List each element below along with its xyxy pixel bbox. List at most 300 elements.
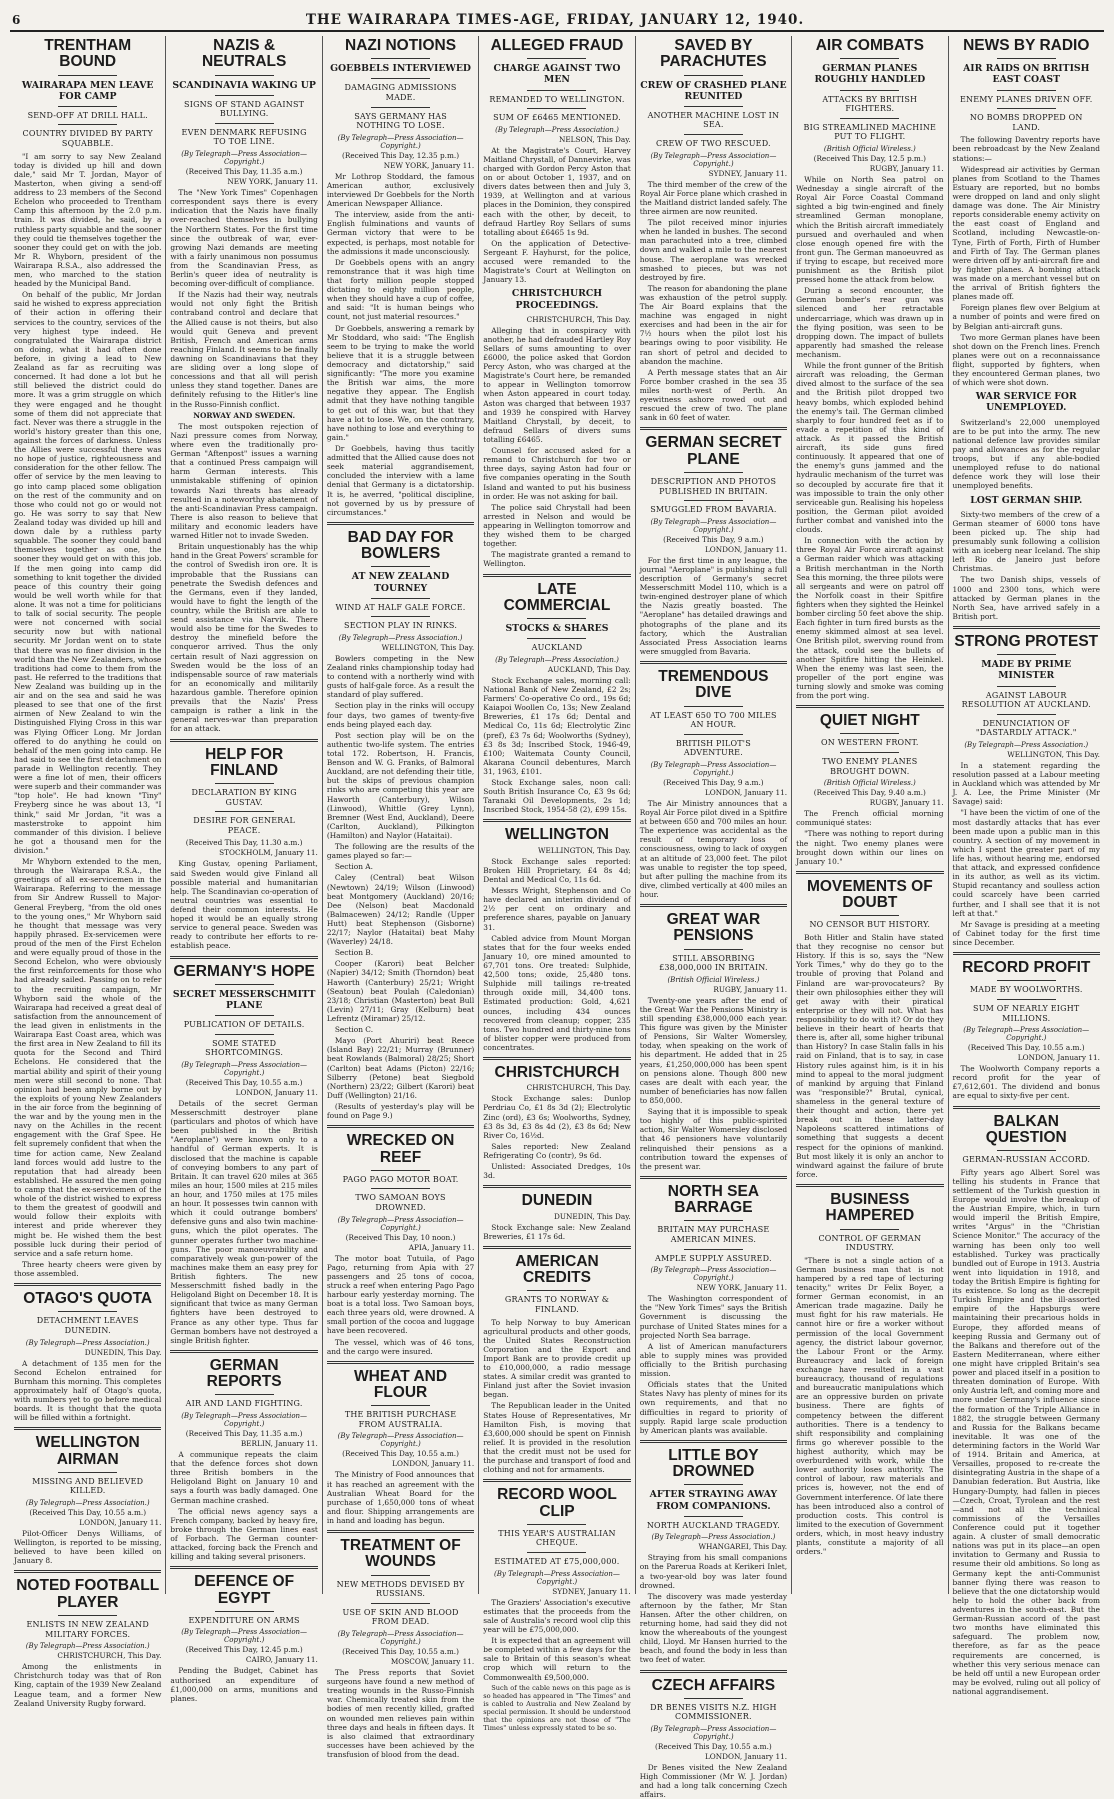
article-paragraph: While on North Sea patrol on Wednesday a single aircraft of the Royal Air Force Coastal Command sighted a big twin-engined and finely streamlined German monoplane, which the British aircraft immediately pursued and overhauled and when close enough opened fire with the front gun. The German manoeuvred as if trying to escape, but received more punishment as the British pilot pressed home the attack from below. — [796, 174, 944, 285]
article — [640, 1176, 787, 1435]
short-rule — [527, 638, 586, 639]
article-paragraph: The reason for abandoning the plane was exhaustion of the petrol supply. The Air Board explains that the machine was engaged in night exercises and had been in the air for 7½ hours when the pilot lost his bearings owing to poor visibility. He ran short of petrol and decided to abandon the machine. — [639, 283, 788, 366]
article-dateline: NEW YORK, January 11. — [383, 160, 475, 170]
article-deck: NEW METHODS DEVISED BY RUSSIANS. — [336, 1579, 465, 1599]
article-deck: AGAINST LABOUR RESOLUTION AT AUCKLAND. — [961, 690, 1091, 710]
article-paragraph: The magistrate granted a remand to Wellington. — [483, 550, 631, 569]
article-deck: THIS YEAR'S AUSTRALIAN CHEQUE. — [498, 1528, 616, 1548]
article-paragraph: Messrs Wright, Stephenson and Co have declared an interim dividend of 2½ per cent on ordinary and preference shares, payable on January 31. — [483, 886, 631, 932]
column-6 — [792, 36, 948, 1594]
article — [327, 522, 474, 1120]
column-4 — [479, 36, 635, 1733]
double-rule — [640, 1440, 787, 1443]
article-deck: DETACHMENT LEAVES DUNEDIN. — [36, 1316, 139, 1335]
article-deck: SEND-OFF AT DRILL HALL. — [27, 110, 148, 120]
article-paragraph: The discovery was made yesterday afternoon by the father, Mr Stan Hansen. After the other children, on returning home, had said they did not know the whereabouts of the youngest child, Lloyd. Mr Hansen hurried to the beach, and found the body in less than two feet of water. — [639, 1591, 788, 1665]
article — [483, 1479, 630, 1681]
article-received: (Received This Day, 11.35 a.m.) — [185, 167, 303, 177]
double-rule — [483, 1057, 630, 1060]
short-rule — [215, 1015, 274, 1016]
article-paragraph: Section B. — [334, 948, 374, 958]
short-rule — [684, 75, 743, 76]
article-paragraph: While the front gunner of the British aircraft was reloading, the German dived almost to the surface of the sea and the British pilot dropped two heavy bombs, which exploded behind the enemy's tail. The German climbed sharply to four hundred feet as if to evade a repetition of this kind of attack. As it passed the British aircraft, its side guns fired continuously. It appeared that one of the enemy's guns jammed and the hydraulic mechanism of the turret was so decoupled by accurate fire that it was impossible to train the only other serviceable gun. Realising his hopeless position, the German pilot avoided further combat and vanished into the clouds. — [796, 361, 944, 535]
article-paragraph: "I have been the victim of one of the most dastardly attacks that has ever been made upon a public man in this country. A section of my movement in which I spent the greater part of my life has, without hearing me, endorsed that attack, and expressed confidence in its author, as well as its victim. Stupid recantancy and soulless action could scarcely have been carried further, and I shall see that it is not left at that." — [952, 808, 1100, 918]
article-paragraph: Section A. — [334, 862, 373, 872]
article-deck: MISSING AND BELIEVED KILLED. — [32, 1476, 144, 1496]
article-paragraph: Fifty years ago Albert Sorel was telling his students in France that settlement of the Turkish question in Europe would involve the breakup of the Austrian Empire, which, in turn would imperil the British Empire, writes "Argus" in the "Christian Science Monitor." The accuracy of the warning has been only too well established. Turkey was practically bundled out of Europe in 1913. Austria went into liquidation in 1918, and today the British Empire is fighting for its existence. So long as the decrepit Turkish Empire and the ill-assorted empire of the Hapsburgs were maintaining their precarious holds in Europe, they afforded means of keeping Russia and Germany out of the Balkans and therefore out of the Eastern Mediterranean, where either one might have crippled Britain's sea power and placed itself in a position to threaten domination of Europe. With only Austria left, and coming more and more under Germany's influence since the formation of the Triple Alliance in 1882, the struggle between Germany and Russia for the Balkans became inevitable. It was one of the determining factors in the World War of 1914. Britain and America, at Versailles, proposed to re-create the disintegrating Austria in the shape of a Danubian federation. But Austria, like Hungary-Dumpty, had fallen in pieces—Czech, Croat, Tyrolean and the rest—and not all the technical commissions of the Versailles Conference could put it together again. A cluster of small democratic nations was put in its place—an open invitation to Germany and Russia to resume their old ambitions. So long as Germany kept the anti-Communist banner flying there was reason to believe that the one dictatorship would help to hold the other back from adventures in the south-east. But the German-Russian accord of the past two months have eliminated this safeguard. The problem now, therefore, as far as the peace requirements are concerned, is whether this very serious menace can be held off until a new European order may be evolved, ruling out all policy of national aggrandisement. — [952, 1167, 1100, 1696]
article-paragraph: In connection with the action by three Royal Air Force aircraft against a German raider which was attacking a British merchantman in the North Sea this morning, the three pilots were all sergeants and were on patrol off the Norfolk coast in their Spitfire fighters when they sighted the Heinkel bomber circling 50 feet above the ship. Each fighter in turn fired bursts as the enemy skimmed almost at sea level. One British pilot, swerving round from the attack, could see the bullets of another Spitfire hitting the Heinkel. When the enemy was last seen, the propeller of the port engine was turning slowly and smoke was coming from the port wing. — [796, 536, 944, 701]
article-paragraph: Both Hitler and Stalin have stated that they recognise no censor but History. If this is so, says the "New York Times," why do they go to the trouble of proving that Poland and Finland are war-provocateurs? By their own philosophies either they will get away with their piratical enterprise or they will not. What has responsibility to do with it? Or do they believe in their heart of hearts that there is, after all, some higher tribunal than History? In case Stalin falls in his raid on Finland, that is to say, in case History rules against him, is it in his mind to appeal to the moral judgment of mankind by arguing that Finland was "responsible?" Brutal, cynical, shameless in the general texture of their thought and action, there yet break out in these latter-day Napoleons scattered intimations of something that suggests a decent respect for the opinions of mankind. But most likely it is only an anchor to windward against the failure of brute force. — [796, 933, 944, 1179]
article-headline: GERMANY'S HOPE — [173, 962, 315, 980]
article-headline: WHEAT AND FLOUR — [354, 1367, 448, 1402]
article-paragraph: A detachment of 135 men for the Second Echelon entrained for Burnham this morning. This completes approximately half of Otago's quota, with numbers yet to go before medical boards. It is thought that the quota will be filled within a fortnight. — [14, 1358, 162, 1423]
short-rule — [215, 1034, 274, 1035]
article — [796, 871, 943, 1179]
article-deck: PAGO PAGO MOTOR BOAT. — [342, 1174, 459, 1184]
short-rule — [527, 90, 586, 91]
article — [327, 1361, 474, 1525]
article-paragraph: A list of American manufacturers able to supply mines was provided officially to the British purchasing mission. — [639, 1341, 788, 1379]
article — [953, 952, 1100, 1100]
masthead-title: THE WAIRARAPA TIMES-AGE, FRIDAY, JANUARY 12, 1940. — [305, 12, 805, 28]
article-deck: BRITISH PILOT'S ADVENTURE. — [675, 738, 751, 758]
short-rule — [684, 500, 743, 501]
article-headline: DUNEDIN — [521, 1192, 593, 1210]
article-byline: (By Telegraph—Press Association.) — [25, 1499, 150, 1508]
article — [640, 904, 787, 1171]
short-rule — [215, 1394, 274, 1395]
article-headline: BAD DAY FOR BOWLERS — [347, 528, 454, 563]
short-rule — [684, 734, 743, 735]
article-paragraph: Three hearty cheers were given by those assembled. — [14, 1259, 162, 1278]
article-deck: NO BOMBS DROPPED ON LAND. — [969, 113, 1083, 132]
article-paragraph: Stock Exchange sales reported: Broken Hill Proprietary, £4 8s 4d; Dental and Medical Co, 11s 6d. — [483, 856, 631, 884]
article-deck: SMUGGLED FROM BAVARIA. — [650, 505, 777, 515]
double-rule — [14, 1283, 161, 1286]
article — [483, 574, 630, 815]
article-paragraph: Caley (Central) beat Wilson (Newtown) 24/19; Wilson (Linwood) beat Montgomery (Auckland) 20/16; Dee (Nelson) beat Macdonald (Balmacewen) 24/12; Randle (Upper Hutt) beat Stephenson (Gisborne) 22/17; Naylor (Hataitai) beat Mahy (Waverley) 24/18. — [326, 873, 475, 947]
short-rule — [371, 1170, 430, 1171]
article-headline: MOVEMENTS OF DOUBT — [806, 877, 933, 912]
article-received: (Received This Day, 9 a.m.) — [663, 777, 764, 787]
double-rule — [170, 956, 317, 959]
article-byline: (By Telegraph—Press Association.) — [25, 1642, 150, 1651]
article-received: (Received This Day, 10.55 a.m.) — [342, 1647, 459, 1657]
article-headline: OTAGO'S QUOTA — [23, 1290, 153, 1308]
article-subheading: GOEBBELS INTERVIEWED — [330, 63, 471, 75]
article-dateline: WHANGAREI, This Day. — [698, 1542, 788, 1552]
article-paragraph: If the Nazis had their way, neutrals would not only fight the British contraband control and declare that the Allied cause is not theirs, but also would quit Geneva and prevent British, French and American arms reaching Finland. It seems to be finally dawning on Scandinavians that they are sliding over a long slope of concessions and that all will perish unless they stand together. Danes are definitely refusing to the Hitler's line in the Russo-Finnish conflict. — [170, 290, 318, 409]
short-rule — [371, 1603, 430, 1604]
article-deck: CREW OF TWO RESCUED. — [656, 139, 771, 149]
article-dateline: WELLINGTON, This Day. — [1007, 749, 1100, 759]
article-headline: SAVED BY PARACHUTES — [660, 37, 767, 71]
article-paragraph: Unlisted: Associated Dredges, 10s 3d. — [483, 1162, 631, 1181]
article-headline: HELP FOR FINLAND — [205, 745, 284, 779]
article-paragraph: The Washington correspondent of the "New York Times" says the British Government is discussing the purchase of United States mines for a projected North Sea barrage. — [639, 1294, 788, 1340]
article-paragraph: Dr Goebbels, answering a remark by Mr Stoddard, who said: "The English seem to be trying to make the world believe that it is a struggle between democracy and dictatorship," said significantly: "The more you examine the British war aims, the more negative they appear. The English admit that they have nothing tangible to get out of this war, but that they have a lot to lose. We, on the contrary, have nothing to lose and everything to gain." — [326, 323, 475, 442]
short-rule — [840, 90, 899, 91]
article-subheading: AIR RAIDS ON BRITISH EAST COAST — [963, 63, 1090, 86]
article-byline: (By Telegraph—Press Association—Copyright.) — [337, 1432, 464, 1449]
article-paragraph: The two Danish ships, vessels of 1000 and 2300 tons, which were attacked by German planes in the North Sea, have arrived safely in a British port. — [952, 575, 1100, 621]
short-rule — [215, 811, 274, 812]
short-rule — [840, 752, 899, 753]
article-headline: QUIET NIGHT — [819, 712, 920, 730]
article-paragraph: At the Magistrate's Court, Harvey Maitland Chrystall, of Dannevirke, was charged with Gordon Percy Aston that on or about October 1, 1937, and on divers dates between then and July 3, 1939, at Wellington and at various places in the Dominion, they conspired each with the other, by deceit, to defraud Hartley Roy Sellars of sums totalling about £6465 1s 9d. — [483, 145, 631, 237]
article-paragraph: Twenty-one years after the end of the Great War the Pensions Ministry is still spending £38,000,000 each year. This figure was given by the Minister of Pensions, Sir Walter Womersley, today, when speaking on the work of his department. He added that in 25 years, £1,250,000,000 has been spent on pensions alone. Though 800 new cases are dealt with each year, the number of beneficiaries has now fallen to 850,000. — [639, 995, 788, 1106]
article-byline: (British Official Wireless.) — [823, 779, 916, 788]
article — [483, 819, 630, 1052]
article — [483, 1684, 630, 1733]
article-deck: SOME STATED SHORTCOMINGS. — [205, 1038, 284, 1058]
article-byline: (By Telegraph—Press Association—Copyright.) — [650, 517, 777, 534]
article — [640, 661, 787, 899]
article-received: (Received This Day, 10 noon.) — [345, 1232, 456, 1242]
article-subheading: CREW OF CRASHED PLANE REUNITED — [640, 79, 787, 102]
short-rule — [997, 1150, 1056, 1151]
short-rule — [371, 1575, 430, 1576]
article — [14, 1283, 161, 1422]
short-rule — [58, 1615, 117, 1616]
article-byline: (By Telegraph—Press Association—Copyright.) — [650, 151, 777, 168]
short-rule — [371, 1405, 430, 1406]
article-deck: SAYS GERMANY HAS NOTHING TO LOSE. — [354, 111, 447, 131]
double-rule — [640, 904, 787, 907]
article — [953, 1106, 1100, 1696]
article-headline: CZECH AFFAIRS — [651, 1676, 776, 1694]
article-paragraph: The following Daventry reports have been rebroadcast by the New Zealand stations:— — [952, 135, 1100, 163]
article-paragraph: Bowlers competing in the New Zealand rinks championship today had to contend with a northerly wind with gusts of half-gale force. As a result the standard of play suffered. — [326, 653, 475, 700]
article-paragraph: Two more German planes have been shot down on the French lines. French planes were out on a reconnaissance flight, supported by fighters, when they encountered German planes, two of which were shot down. — [952, 332, 1100, 388]
article-deck: TWO SAMOAN BOYS DROWNED. — [355, 1193, 446, 1212]
short-rule — [527, 1552, 586, 1553]
article-dateline: LONDON, January 11. — [1017, 1053, 1100, 1063]
article — [640, 1440, 787, 1665]
article-deck: SUM OF £6465 MENTIONED. — [493, 113, 621, 123]
page-number: 6 — [12, 13, 21, 27]
article-paragraph: Section play in the rinks will occupy four days, two games of twenty-five ends being played each day. — [326, 701, 475, 729]
short-rule — [997, 686, 1056, 687]
article-dateline: STOCKHOLM, January 11. — [219, 848, 318, 858]
article-byline: (By Telegraph—Press Association.) — [25, 1338, 150, 1347]
article-deck: ENLISTS IN NEW ZEALAND MILITARY FORCES. — [26, 1619, 149, 1639]
short-rule — [997, 999, 1056, 1000]
article-byline: (By Telegraph—Press Association—Copyright.) — [337, 1215, 464, 1232]
column-7 — [949, 36, 1104, 1696]
article-headline: NEWS BY RADIO — [963, 37, 1090, 54]
article — [953, 626, 1100, 947]
article-dateline: SYDNEY, January 11. — [708, 168, 788, 178]
article-deck: EXPENDITURE ON ARMS — [188, 1615, 300, 1625]
article-deck: COUNTRY DIVIDED BY PARTY SQUABBLE. — [22, 129, 153, 149]
double-rule — [327, 1361, 474, 1364]
article-byline: (By Telegraph—Press Association—Copyright.) — [337, 133, 464, 150]
article-paragraph: Such of the cable news on this page as is so headed has appeared in "The Times" and is cabled to Australia and New Zealand by special permission. It should be understood that the opinions are not those of "The Times" unless expressly stated to be so. — [483, 1683, 631, 1733]
article-deck: AUCKLAND — [531, 643, 583, 653]
article-paragraph: Sixty-two members of the crew of a German steamer of 6000 tons have been picked up. The ship had presumably sunk following a collision with an iceberg near Iceland. The ship left Rio de Janeiro just before Christmas. — [952, 509, 1100, 574]
article — [14, 1570, 161, 1707]
article-received: (Received This Day, 9 a.m.) — [663, 534, 764, 544]
article-byline: (By Telegraph—Press Association—Copyright.) — [181, 1628, 308, 1645]
article-paragraph: For the first time in any league, the journal "Aeroplane" is publishing a full description of Germany's secret Messerschmitt Model 110, which is a twin-engined destroyer plane of which the Nazis greatly boasted. The "Aeroplane" has detailed drawings and photographs of the plane and its factory, which the Australian Associated Press Association learns were smuggled from Bavaria. — [639, 555, 788, 656]
article-deck: BRITAIN MAY PURCHASE AMERICAN MINES. — [657, 1225, 770, 1245]
article-subheading: CHARGE AGAINST TWO MEN — [493, 63, 621, 86]
article-paragraph: Saying that it is impossible to speak too highly of this public-spirited action, Sir Walter Womersley disclosed that 46 pensioners have voluntarily relinquished their pensions as a contribution toward the expenses of the present war. — [639, 1107, 788, 1171]
article-headline: BUSINESS HAMPERED — [825, 1190, 915, 1225]
article-paragraph: Straying from his small companions on the Parerua Roads at Kerikeri Inlet, a two-year-old boy was later found drowned. — [639, 1553, 788, 1590]
article-byline: (By Telegraph—Press Association—Copyright.) — [650, 760, 777, 777]
article-byline: (By Telegraph—Press Association.) — [338, 633, 463, 642]
article-paragraph: The French official morning communiqué states: — [796, 809, 944, 828]
article — [14, 1427, 161, 1565]
article-headline: GREAT WAR PENSIONS — [666, 911, 761, 945]
short-rule — [215, 783, 274, 784]
short-rule — [58, 124, 117, 125]
article-deck: DENUNCIATION OF "DASTARDLY ATTACK." — [975, 718, 1077, 738]
article-subheading: WAR SERVICE FOR UNEMPLOYED. — [975, 391, 1077, 414]
article-paragraph: It is expected that an agreement will be completed within a few days for the sale to Britain of this season's wheat crop which will return to the Commonwealth £9,500,000. — [483, 1636, 631, 1682]
article-byline: (By Telegraph—Press Association—Copyright.) — [494, 1569, 620, 1586]
short-rule — [684, 1698, 743, 1699]
article-dateline: CHRISTCHURCH, This Day. — [526, 1083, 631, 1093]
article-dateline: NEW YORK, January 11. — [227, 177, 318, 187]
article-received: (Received This Day, 12.45 p.m.) — [185, 1645, 303, 1655]
article-headline: LATE COMMERCIAL — [503, 580, 611, 614]
article-deck: BIG STREAMLINED MACHINE PUT TO FLIGHT. — [803, 122, 937, 142]
article-received: (Received This Day, 11.35 a.m.) — [185, 1428, 303, 1438]
article-subheading: CHRISTCHURCH PROCEEDINGS. — [511, 288, 603, 311]
article-received: (Received This Day, 9.40 a.m.) — [813, 788, 926, 798]
article-headline: RECORD WOOL CLIP — [497, 1486, 617, 1520]
article — [327, 1530, 474, 1759]
article-received: (Received This Day, 10.55 a.m.) — [342, 1449, 459, 1459]
article-dateline: WELLINGTON, This Day. — [538, 845, 631, 855]
article — [483, 1185, 630, 1240]
article-headline: WELLINGTON AIRMAN — [35, 1434, 140, 1468]
double-rule — [640, 1176, 787, 1179]
column-1 — [10, 36, 166, 1708]
double-rule — [14, 1427, 161, 1430]
article-paragraph: Switzerland's 22,000 unemployed are to be put into the army. The new national defence law provides similar pay and allowances as for the regular troops, but if any able-bodied unemployed refuse to do national defence work they will lose their unemployed benefits. — [952, 417, 1100, 491]
article-paragraph: On behalf of the public, Mr Jordan said he wished to express appreciation of their action in offering their services to the country, services of the very highest type indeed. He congratulated the Wairarapa district on doing, what it had often done before, in giving a lead to New Zealand as far as recruiting was concerned. It had done a lot but he still believed the district could do more. It was a grim struggle on which they were engaged and he thought some of them did not appreciate that fact. Never was there a struggle in the world's history greater than this one, against the forces of darkness. Unless the Allies were successful there was no hope of justice, righteousness and consideration for the other fellow. The offer of service by the men leaving to go into camp placed some obligation on the rest of the community and on those who could not go or would not go. He was sorry to say that New Zealand today was divided up hill and down dale by a ruthless party squabble. The sooner they could band themselves together as one, the sooner they would get on with this job. If the men going into camp did something to knit together the divided peace of this country their going would be well worth while for that alone. It was not a time for politicians to talk of social security. The people were not concerned with social security now but with national security. Mr Jordan went on to state that there was no finer division in the world than the New Zealanders, whose traditions had come to them from the past. He referred to the traditions that New Zealand was building up in the air and on the sea and said he was pleased to see that one of the first airmen of New Zealand to win the Distinguished Flying Cross in this war was Flying Officer Long. Mr Jordan offered to do anything he could on behalf of the men going into camp. He had said to see the first detachment on parade in Wellington recently. They were a fine lot of men, their officers were superb and their commander was "top hole". He had known "Tiny" Freyberg since he was about 13, "I think," said Mr Jordan, "it was a masterstroke to appoint him commander of this division. I believe he got a thousand men for the division." — [14, 290, 162, 855]
article — [640, 1670, 787, 1799]
article-headline: AIR COMBATS — [815, 37, 924, 54]
article-paragraph: King Gustav, opening Parliament, said Sweden would give Finland all possible material and humanitarian help. The Scandinavian co-operation of neutral countries was essential to defend their common interests. He hoped it would be an equally strong service to general peace. Sweden was ready to contribute her efforts to re-establish peace. — [170, 859, 318, 951]
article — [170, 1350, 317, 1561]
article-byline: (By Telegraph—Press Association—Copyright.) — [650, 1266, 777, 1283]
masthead — [10, 10, 1104, 32]
short-rule — [527, 108, 586, 109]
article-byline: (By Telegraph—Press Association—Copyright.) — [181, 1411, 308, 1428]
article-paragraph: Counsel for accused asked for a remand to Christchurch for two or three days, saying Aston had four or five companies operating in the South Island and wanted to put his business in order. He was not asking for bail. — [483, 446, 631, 501]
article-paragraph: The motor boat Tutuila, of Pago Pago, returning from Apia with 27 passengers and 25 tons of cocoa, struck a reef when entering Pago Pago harbour early yesterday morning. The boat is a total loss. Two Samoan boys, each three years old, were drowned. A small portion of the cocoa and luggage have been recovered. — [326, 1253, 475, 1336]
short-rule — [684, 106, 743, 107]
article-deck: AMPLE SUPPLY ASSURED. — [655, 1253, 772, 1263]
short-rule — [684, 1484, 743, 1485]
article-headline: ALLEGED FRAUD — [490, 37, 624, 54]
short-rule — [371, 107, 430, 108]
article-paragraph: During a second encounter, the German bomber's rear gun was silenced and her retractable undercarriage, which was drawn up in the flying position, was seen to be dropping down. The impact of bullets apparently had smashed the release mechanism. — [796, 286, 944, 360]
article-deck: SUM OF NEARLY EIGHT MILLIONS. — [973, 1003, 1080, 1023]
article-deck: ON WESTERN FRONT. — [821, 738, 919, 748]
short-rule — [371, 598, 430, 599]
article-deck: NORTH AUCKLAND TRAGEDY. — [646, 1520, 780, 1530]
article-headline: RECORD PROFIT — [962, 959, 1091, 977]
article-paragraph: Dr Benes visited the New Zealand High Commissioner (Mr W. J. Jordan) and had a long talk concerning Czech affairs. — [639, 1763, 788, 1799]
article-deck: DESCRIPTION AND PHOTOS PUBLISHED IN BRITAIN. — [650, 477, 777, 496]
article-headline: NOTED FOOTBALL PLAYER — [16, 1577, 160, 1611]
article-deck: SIGNS OF STAND AGAINST BULLYING. — [184, 99, 305, 119]
article-paragraph: Stock Exchange sales: Dunlop Perdriau Co, £1 8s 3d (2); Electrolytic Zinc (ord), £3 6s; Woolworths, Sydney, £3 8s 3d, £3 8s 4d (2), £3 8s 6d; New River Co, 16½d. — [483, 1094, 631, 1140]
article-headline: TREMENDOUS DIVE — [658, 667, 769, 702]
short-rule — [58, 75, 117, 76]
article-paragraph: Section C. — [334, 1025, 374, 1035]
article-paragraph: Stock Exchange sale: New Zealand Breweries, £1 17s 6d. — [483, 1222, 631, 1241]
article-paragraph: Widespread air activities by German planes from Scotland to the Thames Estuary are reported, but no bombs were dropped on land and only slight damage was done. The Air Ministry reports considerable enemy activity on the east coast of England and Scotland, including Newcastle-on-Tyne, Firth of Forth, Firth of Humber and Firth of Tay. The German planes were driven off by anti-aircraft fire and by fighter planes. A bombing attack was made on a merchant vessel but on the arrival of British fighters the planes made off. — [952, 164, 1100, 302]
article-paragraph: Cabled advice from Mount Morgan states that for the four weeks ended January 10, ore mined amounted to 67,701 tons. Ore treated: Sulphide, 42,500 tons; oxide, 25,480 tons. Sulphide mill tailings re-treated through oxide mill, 34,400 tons. Estimated production: Gold, 4,621 ounces, including 434 ounces recovered from cleanup; copper, 235 tons. Two hundred and thirty-nine tons of blister copper were produced from concentrates. — [483, 933, 631, 1052]
article-headline: BALKAN QUESTION — [985, 1112, 1067, 1146]
double-rule — [170, 1350, 317, 1353]
article-paragraph: "There is not a single action of a German business man that is not hampered by a red tape of lecturing tenacity," writes Dr Felix Boyer, a former German economist, in an American trade magazine. Daily he must fight for his raw materials. He cannot hire or fire a worker without permission of the local Government agency, the district labour governor, the Labour Front or the Army. Bureaucracy and lack of foreign exchange have resulted in a vast bureaucracy, thousand of regulations and bureaucratic manipulations which are an oppressive burden on private business. There are fights of competency between the different authorities. There is a tendency to shift responsibility and complaining firms go wherever possible to the highest authority, which may be overburdened with work, while the lower authority loses authority. The control of labour, raw materials and prices is, however, not the end of Government interference. Of late there has been introduced also a control of production costs. This control is limited to the execution of Government orders, which, in most heavy industry plants, constitute a majority of all orders." — [796, 1255, 944, 1557]
double-rule — [327, 522, 474, 525]
short-rule — [997, 980, 1056, 981]
article-headline: DEFENCE OF EGYPT — [194, 1573, 295, 1607]
article-paragraph: Mayo (Port Ahuriri) beat Reece (Island Bay) 22/21; Murray (Brunner) beat Rowlands (Balmoral) 28/25; Short (Carlton) beat Adams (Picton) 22/16; Silberry (Petone) beat Siegbold (Northern) 23/22; Gilbert (Karori) beat Duff (Wellington) 21/16. — [326, 1036, 475, 1100]
double-rule — [170, 739, 317, 742]
article — [483, 38, 630, 284]
short-rule — [215, 95, 274, 96]
article-received: (Received This Day, 11.30 a.m.) — [185, 838, 303, 848]
article — [327, 1125, 474, 1356]
article-deck: AT LEAST 650 TO 700 MILES AN HOUR. — [650, 710, 777, 730]
article-dateline: LONDON, January 11. — [392, 1459, 475, 1469]
article-paragraph: Foreign planes flew over Belgium at a number of points and were fired on by Belgian anti-aircraft guns. — [952, 303, 1100, 331]
article-paragraph: The Graziers' Association's executive estimates that the proceeds from the sale of Australia's record wool clip this year will be £75,000,000. — [483, 1597, 631, 1634]
article-paragraph: The police said Chrystall had been arrested in Nelson and would be appearing in Wellington tomorrow and they wished them to be charged together. — [483, 502, 631, 549]
article-paragraph: To help Norway to buy American agricultural products and other goods, the United States Reconstruction Corporation and the Export and Import Bank are to provide credit up to £10,000,000, a radio message states. A similar credit was granted to Finland just after the Soviet invasion began. — [483, 1317, 631, 1400]
short-rule — [527, 1524, 586, 1525]
article-paragraph: The pilot received minor injuries when he landed in bushes. The second man parachuted into a tree, climbed down and walked a mile to the nearest house. The aeroplane was wrecked smashed to pieces, but was not destroyed by fire. — [639, 218, 788, 282]
double-rule — [953, 626, 1100, 629]
article-headline: WELLINGTON — [505, 826, 609, 844]
article-byline: (By Telegraph—Press Association—Copyright.) — [650, 1725, 777, 1742]
article-byline: (British Official Wireless.) — [667, 975, 760, 984]
short-rule — [840, 733, 899, 734]
short-rule — [997, 654, 1056, 655]
double-rule — [483, 1185, 630, 1188]
article-paragraph: Cooper (Karori) beat Belcher (Napier) 34/12; Smith (Thorndon) beat Haworth (Canterbury) 25/21; Wright (Seatoun) beat Poulah (Caledonian) 23/18; Christian (Masterton) beat Bull (Levin) 27/11; Gray (Kelburn) beat Lefrentz (Miramar) 25/12. — [326, 959, 475, 1024]
article-deck: PUBLICATION OF DETAILS. — [183, 1020, 305, 1030]
double-rule — [953, 952, 1100, 955]
article-paragraph: Dr Goebbels opens with an angry remonstrance that it was high time that forty million people stopped dictating to eighty million people, when they should have a cup of coffee, and said: "It is human beings who count, not just material resources." — [326, 257, 475, 322]
double-rule — [327, 1530, 474, 1533]
article-deck: NO CENSOR BUT HISTORY. — [809, 920, 931, 930]
article-byline: (By Telegraph—Press Association.) — [964, 740, 1089, 749]
article-paragraph: The most outspoken rejection of Nazi pressure comes from Norway, where even the traditionally pro-German "Aftenpost" issues a warning that a continued Press campaign will harm German interests. This unmistakable stiffening of opinion towards Nazi threats has already resulted in a noteworthy abatement of the anti-Scandinavian Press campaign. There is also reason to believe that military and economic leaders have warned Hitler not to invade Sweden. — [170, 421, 318, 541]
article-deck: EVEN DENMARK REFUSING TO TOE LINE. — [181, 127, 307, 147]
double-rule — [796, 871, 943, 874]
article-dateline: RUGBY, January 11. — [869, 163, 944, 173]
article-subheading: LOST GERMAN SHIP. — [970, 494, 1083, 506]
article-subheading: WAIRARAPA MEN LEAVE FOR CAMP — [21, 79, 154, 102]
double-rule — [483, 1479, 630, 1482]
article-headline: TREATMENT OF WOUNDS — [340, 1537, 461, 1571]
article-dateline: APIA, January 11. — [408, 1242, 475, 1252]
article-dateline: WELLINGTON, This Day. — [381, 642, 475, 652]
article-paragraph: The following are the results of the games played so far:— — [326, 842, 475, 861]
article-paragraph: Alleging that in conspiracy with another, he had defrauded Hartley Roy Sellars of sums amounting to over £6000, the police asked that Gordon Percy Aston, who was charged at the Magistrate's Court here, be remanded to appear in Wellington tomorrow when Aston appeared in court today. Aston was charged that between 1937 and 1939 he conspired with Harvey Maitland Chrystall, by deceit, to defraud Sellars of divers sums totalling £6465. — [483, 325, 631, 445]
article-headline: WRECKED ON REEF — [346, 1132, 455, 1166]
double-rule — [796, 1184, 943, 1187]
double-rule — [640, 661, 787, 664]
short-rule — [997, 58, 1056, 59]
article-paragraph: Stock Exchange sales, noon call: South British Insurance Co, £3 9s 6d; Taranaki Oil Developments, 2s 1d; Inscribed Stock, 1954-58 (2), £99 15s. — [483, 778, 631, 815]
article-paragraph: "I am sorry to say New Zealand today is divided up hill and down dale," said Mr T. Jordan, Mayor of Masterton, when giving a send-off address to 23 members of the Second Echelon who proceeded to Trentham Camp this afternoon by the 2.0 p.m. train. It was divided, he said, by a ruthless party squabble and the sooner they could tie themselves together the sooner they could get on with the job. Mr R. Whyborn, president of the Wairarapa R.S.A., also addressed the men, who marched to the station headed by the Municipal Band. — [14, 151, 162, 289]
double-rule — [483, 819, 630, 822]
article-paragraph: The interview, aside from the anti-English fulminations and vaunts of German victory that were to be expected, is perhaps, most notable for the admissions it made unconsciously. — [326, 210, 475, 256]
article-subheading: SCANDINAVIA WAKING UP — [172, 79, 316, 91]
article-paragraph: "There was nothing to report during the night. Two enemy planes were brought down within our lines on January 10." — [796, 829, 944, 866]
short-rule — [684, 472, 743, 473]
double-rule — [640, 427, 787, 430]
article-dateline: NEW YORK, January 11. — [696, 1283, 788, 1293]
article-paragraph: The Air Ministry announces that a Royal Air Force pilot dived in a Spitfire at between 650 and 700 miles an hour. The experience was accidental as the result of temporary loss of consciousness, owing to lack of oxygen at an altitude of 23,000 feet. The pilot was unable to register the top speed, but after pulling the machine from its dive, climbed vertically at 400 miles an hour. — [639, 798, 788, 899]
article-paragraph: In a statement regarding the resolution passed at a Labour meeting in Auckland which was attended by Mr J. A. Lee, the Prime Minister (Mr Savage) said: — [952, 760, 1100, 807]
double-rule — [640, 1670, 787, 1673]
short-rule — [684, 1220, 743, 1221]
article-dateline: SYDNEY, January 11. — [552, 1586, 631, 1596]
column-3 — [323, 36, 479, 1760]
article-deck: GRANTS TO NORWAY & FINLAND. — [504, 1295, 610, 1314]
short-rule — [371, 58, 430, 59]
article-headline: GERMAN SECRET PLANE — [645, 434, 782, 468]
short-rule — [58, 106, 117, 107]
article-paragraph: The Ministry of Food announces that it has reached an agreement with the Australian Wheat Board for the purchase of 1,650,000 tons of wheat and flour. Shipping arrangements are in hand and loading has begun. — [326, 1470, 475, 1526]
double-rule — [327, 1125, 474, 1128]
short-rule — [215, 1611, 274, 1612]
article-dateline: LONDON, January 11. — [79, 1518, 162, 1528]
article-deck: REMANDED TO WELLINGTON. — [489, 94, 625, 104]
article-deck: ESTIMATED AT £75,000,000. — [494, 1557, 620, 1567]
article-paragraph: Mr Whyborn extended to the men, through the Wairarapa R.S.A., the greetings of all ex-servicemen in the Wairarapa. Referring to the message from Sir Andrew Russell to Major-General Freyberg, "from the old ones to the young ones," Mr Whyborn said he thought that message was very happily phrased. Ex-servicemen were proud of the men of the First Echelon and were equally proud of those in the Second Echelon, who were obviously the first reinforcements for those who had already sailed. Passing on to refer to the recruiting campaign, Mr Whyborn said the whole of the Wairarapa had received a great deal of satisfaction from the announcement of the lead given in enlistments in the Wairarapa East Coast area, which was the first area in New Zealand to fill its quota for the Second and Third Echelons. He considered that the martial ability and spirit of their young men were still second to none. That opinion had been amply borne out by the exploits of young New Zealanders in the air force from the beginning of the war and by the young men in the navy on the Achilles in the recent engagement with the Graf Spee. He felt supremely confident that when the time for action came, New Zealand land forces would add lustre to the reputation that had already been established. He assured the men going to camp that the ex-servicemen of the whole of the district wished to express to them the greatest of goodwill and would follow their exploits with interest and pride wherever they might be. He wished them the best possible luck during their period of service and a safe return home. — [14, 857, 162, 1258]
article — [796, 1184, 943, 1556]
column-2 — [166, 36, 322, 1703]
article — [483, 1246, 630, 1475]
double-rule — [14, 1570, 161, 1573]
article-dateline: DUNEDIN, This Day. — [554, 1211, 631, 1221]
article-subheading: AT NEW ZEALAND TOURNEY — [351, 571, 450, 594]
article-headline: STRONG PROTEST — [954, 632, 1099, 650]
short-rule — [840, 58, 899, 59]
short-rule — [997, 108, 1056, 109]
article-byline: (By Telegraph—Press Association.) — [651, 1533, 776, 1542]
article-received: (Received This Day, 10.55 a.m.) — [967, 1043, 1085, 1053]
short-rule — [215, 123, 274, 124]
article-headline: NORTH SEA BARRAGE — [667, 1182, 760, 1217]
short-rule — [840, 1229, 899, 1230]
short-rule — [684, 134, 743, 135]
article — [483, 1057, 630, 1180]
article-dateline: CHRISTCHURCH, This Day. — [526, 314, 631, 324]
article-subheading: MADE BY PRIME MINISTER — [981, 659, 1072, 682]
article-subheading: SECRET MESSERSCHMITT PLANE — [172, 988, 316, 1011]
article-byline: (By Telegraph—Press Association.) — [495, 125, 619, 134]
article-dateline: DUNEDIN, This Day. — [84, 1347, 162, 1357]
article — [170, 38, 317, 734]
article — [796, 38, 943, 700]
article-dateline: RUGBY, January 11. — [713, 984, 788, 994]
